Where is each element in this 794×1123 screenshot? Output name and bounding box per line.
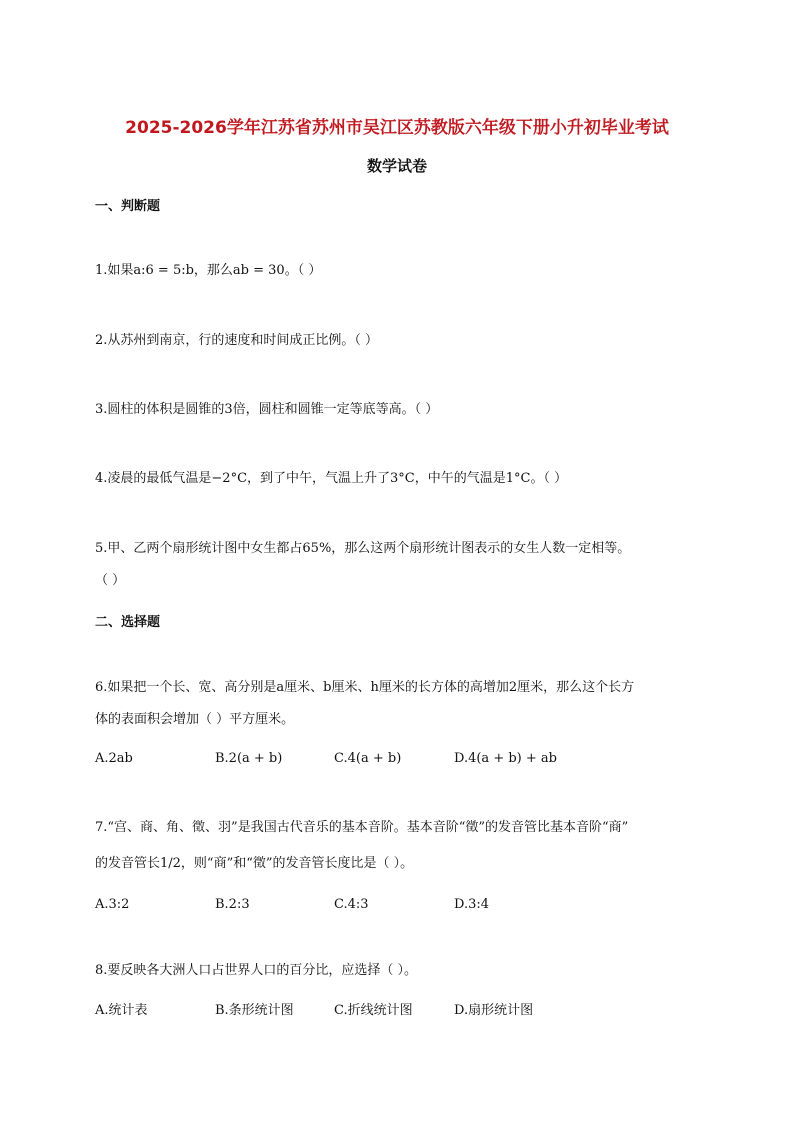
question-6-line-2: 体的表面积会增加（ ）平方厘米。 <box>95 712 295 727</box>
question-8-line-1: 8.要反映各大洲人口占世界人口的百分比，应选择（ ）。 <box>95 963 418 978</box>
exam-subtitle: 数学试卷 <box>366 157 427 175</box>
question-4: 4.凌晨的最低气温是−2°C，到了中午，气温上升了3°C，中午的气温是1°C。（ ） <box>95 471 568 486</box>
question-6 <box>95 672 705 736</box>
option-a: A.2ab <box>95 751 133 766</box>
option-d: D.扇形统计图 <box>454 1003 534 1018</box>
option-a: A.统计表 <box>95 1003 148 1018</box>
option-c: C.4(a + b) <box>334 751 402 766</box>
option-d: D.3:4 <box>454 897 490 912</box>
question-5-line-2: （ ） <box>95 573 126 588</box>
option-b: B.2(a + b) <box>215 751 283 766</box>
section-heading-judge: 一、判断题 <box>95 199 161 214</box>
question-6-line-1: 6.如果把一个长、宽、高分别是a厘米、b厘米、h厘米的长方体的高增加2厘米，那么这个长方 <box>95 680 635 695</box>
option-b: B.条形统计图 <box>215 1003 294 1018</box>
question-7-line-1: 7.“宫、商、角、徵、羽”是我国古代音乐的基本音阶。基本音阶“徵”的发音管比基本音阶“商” <box>95 820 629 835</box>
question-7-line-2: 的发音管长1/2，则“商”和“徵”的发音管长度比是（ ）。 <box>95 856 414 871</box>
option-c: C.折线统计图 <box>334 1003 413 1018</box>
question-1: 1.如果a:6 = 5:b，那么ab = 30。（ ） <box>95 263 322 278</box>
question-8 <box>95 955 705 987</box>
option-a: A.3:2 <box>95 897 130 912</box>
option-d: D.4(a + b) + ab <box>454 751 557 766</box>
option-b: B.2:3 <box>215 897 250 912</box>
question-5-line-1: 5.甲、乙两个扇形统计图中女生都占65%，那么这两个扇形统计图表示的女生人数一定相等。 <box>95 541 631 556</box>
question-5 <box>95 533 705 597</box>
section-heading-choice: 二、选择题 <box>95 615 161 630</box>
question-3: 3.圆柱的体积是圆锥的3倍，圆柱和圆锥一定等底等高。（ ） <box>95 402 439 417</box>
question-2: 2.从苏州到南京，行的速度和时间成正比例。（ ） <box>95 333 379 348</box>
question-7 <box>95 812 705 880</box>
exam-title: 2025-2026学年江苏省苏州市吴江区苏教版六年级下册小升初毕业考试 <box>125 118 669 138</box>
option-c: C.4:3 <box>334 897 369 912</box>
